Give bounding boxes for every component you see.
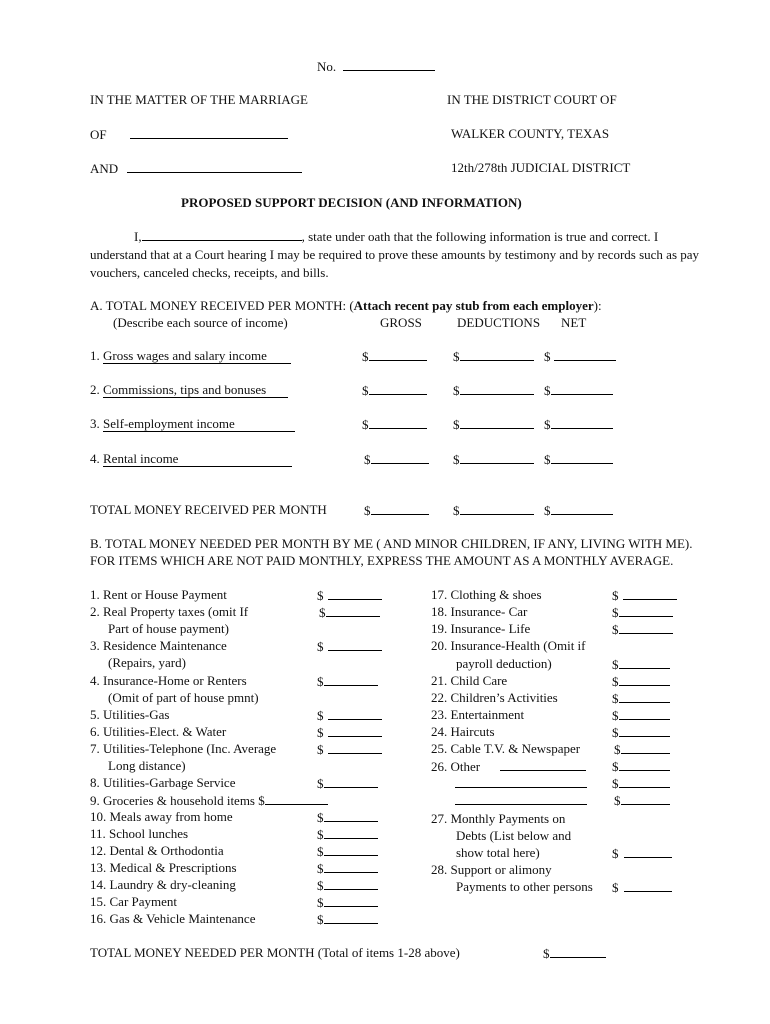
currency-symbol: $	[317, 861, 324, 876]
describe-note: (Describe each source of income)	[113, 315, 288, 330]
currency-symbol: $	[317, 878, 324, 893]
other-description-field[interactable]	[455, 775, 587, 791]
net-amount-2[interactable]	[544, 382, 613, 398]
expense-item: 5. Utilities-Gas	[90, 707, 170, 722]
amount-blank[interactable]	[324, 877, 378, 890]
other-description-blank[interactable]	[455, 792, 587, 805]
declarant-name-field[interactable]	[142, 228, 302, 241]
petitioner-field[interactable]	[130, 126, 288, 139]
section-a-heading-text: A. TOTAL MONEY RECEIVED PER MONTH: (	[90, 298, 354, 313]
other-description-blank[interactable]	[455, 775, 587, 788]
expense-amount[interactable]	[317, 911, 378, 927]
amount-blank[interactable]	[619, 758, 670, 771]
amount-blank[interactable]	[328, 741, 382, 754]
expense-item: 22. Children’s Activities	[431, 690, 558, 705]
expense-item: 7. Utilities-Telephone (Inc. Average	[90, 741, 277, 756]
amount-blank[interactable]	[328, 724, 382, 737]
amount-blank[interactable]	[621, 792, 670, 805]
expense-item-cont: Part of house payment)	[108, 621, 229, 636]
income-row-num: 3.	[90, 416, 100, 431]
currency-symbol: $	[544, 452, 551, 467]
gross-blank[interactable]	[371, 451, 429, 464]
expense-item: 12. Dental & Orthodontia	[90, 843, 224, 858]
total-net-amount[interactable]	[544, 502, 613, 518]
respondent-field[interactable]	[127, 160, 302, 173]
currency-symbol: $	[362, 417, 369, 432]
groceries-blank[interactable]	[265, 792, 328, 805]
income-row-label: Self-employment income	[103, 416, 295, 432]
expense-amount[interactable]	[317, 877, 378, 893]
deductions-blank[interactable]	[460, 382, 534, 395]
currency-symbol: $	[364, 452, 371, 467]
currency-symbol: $	[317, 674, 324, 689]
section-b-heading: B. TOTAL MONEY NEEDED PER MONTH BY ME ( AND MINOR CHILDREN, IF ANY, LIVING WITH ME). FOR ITEMS WHICH ARE NOT PAID MONTHLY, EXPRESS THE AMOUNT AS A MONTHLY AVERAGE.	[90, 536, 693, 568]
expense-item: 8. Utilities-Garbage Service	[90, 775, 236, 790]
currency-symbol: $	[612, 605, 619, 620]
net-blank[interactable]	[551, 502, 613, 515]
currency-symbol: $	[317, 844, 324, 859]
total-gross-amount[interactable]	[364, 502, 429, 518]
amount-blank[interactable]	[324, 843, 378, 856]
oath-paragraph	[90, 228, 715, 282]
expense-item-cont: show total here)	[456, 845, 540, 860]
gross-amount-3[interactable]	[362, 416, 427, 432]
expense-amount[interactable]	[614, 741, 670, 757]
expense-item: 13. Medical & Prescriptions	[90, 860, 237, 875]
expense-amount[interactable]	[317, 673, 378, 689]
expense-item: 15. Car Payment	[90, 894, 178, 909]
expense-amount[interactable]	[612, 604, 673, 620]
other-description-field[interactable]	[500, 758, 586, 771]
currency-symbol: $	[612, 674, 619, 689]
expense-amount[interactable]	[317, 741, 382, 757]
amount-blank[interactable]	[328, 707, 382, 720]
deductions-amount-2[interactable]	[453, 382, 534, 398]
col-net: NET	[561, 315, 587, 330]
of-line	[90, 126, 288, 142]
expense-amount[interactable]	[614, 792, 670, 808]
expense-item: 21. Child Care	[431, 673, 508, 688]
net-blank[interactable]	[551, 451, 613, 464]
expense-amount[interactable]	[612, 879, 672, 895]
amount-blank[interactable]	[324, 673, 378, 686]
expense-item: 16. Gas & Vehicle Maintenance	[90, 911, 256, 926]
expense-amount[interactable]	[317, 826, 378, 842]
currency-symbol: $	[319, 605, 326, 620]
deductions-blank[interactable]	[460, 502, 534, 515]
expense-amount[interactable]	[612, 707, 670, 723]
currency-symbol: $	[614, 742, 621, 757]
expense-amount[interactable]	[612, 621, 673, 637]
amount-blank[interactable]	[324, 826, 378, 839]
currency-symbol: $	[317, 912, 324, 927]
expense-amount[interactable]	[317, 638, 382, 654]
expense-item: 24. Haircuts	[431, 724, 495, 739]
currency-symbol: $	[453, 417, 460, 432]
amount-blank[interactable]	[550, 945, 606, 958]
income-row-label: Commissions, tips and bonuses	[103, 382, 288, 398]
currency-symbol: $	[453, 452, 460, 467]
income-row	[90, 348, 291, 364]
deductions-blank[interactable]	[460, 416, 534, 429]
currency-symbol: $	[317, 588, 324, 603]
expense-item: 1. Rent or House Payment	[90, 587, 227, 602]
case-number	[317, 58, 435, 74]
expense-item-cont: (Omit of part of house pmnt)	[108, 690, 259, 705]
expense-amount[interactable]	[317, 724, 382, 740]
expense-item-label: 9. Groceries & household items $	[90, 793, 265, 808]
expense-item: 27. Monthly Payments on	[431, 811, 566, 826]
expense-item-cont: payroll deduction)	[456, 656, 552, 671]
amount-blank[interactable]	[624, 879, 672, 892]
amount-blank[interactable]	[619, 604, 673, 617]
deductions-amount-1[interactable]	[453, 348, 534, 364]
currency-symbol: $	[317, 742, 324, 757]
expense-item-cont: Payments to other persons	[456, 879, 593, 894]
currency-symbol: $	[317, 708, 324, 723]
gross-blank[interactable]	[369, 348, 427, 361]
currency-symbol: $	[317, 810, 324, 825]
currency-symbol: $	[317, 639, 324, 654]
expense-amount[interactable]	[612, 690, 670, 706]
income-row	[90, 416, 295, 432]
total-deductions-amount[interactable]	[453, 502, 534, 518]
section-a-heading	[90, 298, 602, 313]
currency-symbol: $	[612, 776, 619, 791]
amount-blank[interactable]	[324, 860, 378, 873]
deductions-amount-3[interactable]	[453, 416, 534, 432]
expense-amount[interactable]	[317, 587, 382, 603]
currency-symbol: $	[362, 383, 369, 398]
amount-blank[interactable]	[619, 707, 670, 720]
currency-symbol: $	[317, 827, 324, 842]
currency-symbol: $	[612, 725, 619, 740]
amount-blank[interactable]	[623, 587, 677, 600]
expense-amount[interactable]	[612, 587, 677, 603]
currency-symbol: $	[543, 946, 550, 961]
expense-amount[interactable]	[612, 775, 670, 791]
currency-symbol: $	[544, 417, 551, 432]
amount-blank[interactable]	[324, 911, 378, 924]
net-amount-1[interactable]	[544, 348, 616, 364]
total-received-label: TOTAL MONEY RECEIVED PER MONTH	[90, 502, 327, 517]
expense-amount[interactable]	[612, 845, 672, 861]
expense-item: 14. Laundry & dry-cleaning	[90, 877, 236, 892]
col-gross: GROSS	[380, 315, 422, 330]
income-row-num: 1.	[90, 348, 100, 363]
gross-blank[interactable]	[369, 416, 427, 429]
amount-blank[interactable]	[619, 724, 670, 737]
deductions-blank[interactable]	[460, 348, 534, 361]
net-amount-4[interactable]	[544, 451, 613, 467]
county-heading: WALKER COUNTY, TEXAS	[451, 126, 610, 141]
amount-blank[interactable]	[619, 656, 670, 669]
expense-amount[interactable]	[317, 894, 378, 910]
amount-blank[interactable]	[324, 894, 378, 907]
expense-item-cont: (Repairs, yard)	[108, 655, 186, 670]
currency-symbol: $	[544, 349, 551, 364]
net-blank[interactable]	[551, 416, 613, 429]
expense-amount[interactable]	[612, 724, 670, 740]
currency-symbol: $	[317, 776, 324, 791]
expense-item: 4. Insurance-Home or Renters	[90, 673, 247, 688]
amount-blank[interactable]	[324, 775, 378, 788]
expense-amount[interactable]	[317, 707, 382, 723]
amount-blank[interactable]	[619, 673, 670, 686]
net-blank[interactable]	[551, 382, 613, 395]
expense-item: 20. Insurance-Health (Omit if	[431, 638, 586, 653]
expense-amount[interactable]	[612, 656, 670, 672]
total-needed-amount[interactable]	[543, 945, 606, 961]
income-row-label: Gross wages and salary income	[103, 348, 291, 364]
matter-heading: IN THE MATTER OF THE MARRIAGE	[90, 92, 308, 107]
gross-amount-4[interactable]	[364, 451, 429, 467]
net-blank[interactable]	[554, 348, 616, 361]
expense-item: 17. Clothing & shoes	[431, 587, 542, 602]
income-row	[90, 382, 288, 398]
income-row	[90, 451, 292, 467]
oath-text: , state under oath that the following information is true and correct. I understand that at a Court hearing I may be required to prove these amounts by testimony and by records such as pay vouchers, canceled checks, receipts, and bills.	[90, 229, 700, 280]
of-label: OF	[90, 127, 107, 142]
currency-symbol: $	[612, 588, 619, 603]
expense-amount[interactable]	[319, 604, 380, 620]
currency-symbol: $	[612, 759, 619, 774]
currency-symbol: $	[614, 793, 621, 808]
district-heading: 12th/278th JUDICIAL DISTRICT	[451, 160, 631, 175]
expense-item	[431, 758, 586, 774]
amount-blank[interactable]	[624, 845, 672, 858]
deductions-blank[interactable]	[460, 451, 534, 464]
page-title: PROPOSED SUPPORT DECISION (AND INFORMATION)	[181, 195, 522, 210]
expense-item-label: 26. Other	[431, 759, 481, 774]
expense-amount[interactable]	[317, 775, 378, 791]
section-a-heading-end: ):	[593, 298, 602, 313]
currency-symbol: $	[453, 503, 460, 518]
expense-item: 10. Meals away from home	[90, 809, 233, 824]
and-line	[90, 160, 302, 176]
expense-item-cont: Long distance)	[108, 758, 186, 773]
expense-item: 19. Insurance- Life	[431, 621, 531, 636]
currency-symbol: $	[612, 622, 619, 637]
currency-symbol: $	[612, 880, 619, 895]
amount-blank[interactable]	[328, 587, 382, 600]
currency-symbol: $	[317, 895, 324, 910]
expense-amount[interactable]	[612, 673, 670, 689]
income-row-num: 4.	[90, 451, 100, 466]
expense-item: 3. Residence Maintenance	[90, 638, 227, 653]
gross-amount-1[interactable]	[362, 348, 427, 364]
gross-blank[interactable]	[369, 382, 427, 395]
gross-blank[interactable]	[371, 502, 429, 515]
currency-symbol: $	[544, 503, 551, 518]
income-row-num: 2.	[90, 382, 100, 397]
expense-amount[interactable]	[317, 843, 378, 859]
amount-blank[interactable]	[326, 604, 380, 617]
expense-item	[90, 792, 328, 808]
expense-item-cont: Debts (List below and	[456, 828, 572, 843]
court-heading: IN THE DISTRICT COURT OF	[447, 92, 617, 107]
expense-amount[interactable]	[317, 860, 378, 876]
currency-symbol: $	[612, 708, 619, 723]
expense-amount[interactable]	[612, 758, 670, 774]
amount-blank[interactable]	[619, 690, 670, 703]
expense-item: 11. School lunches	[90, 826, 189, 841]
other-description-field[interactable]	[455, 792, 587, 808]
amount-blank[interactable]	[619, 621, 673, 634]
oath-prefix: I,	[134, 229, 142, 244]
expense-item: 18. Insurance- Car	[431, 604, 528, 619]
amount-blank[interactable]	[324, 809, 378, 822]
expense-item: 6. Utilities-Elect. & Water	[90, 724, 227, 739]
currency-symbol: $	[453, 349, 460, 364]
section-a-heading-bold: Attach recent pay stub from each employer	[353, 298, 594, 313]
currency-symbol: $	[364, 503, 371, 518]
expense-item: 28. Support or alimony	[431, 862, 552, 877]
expense-item: 2. Real Property taxes (omit If	[90, 604, 249, 619]
case-number-label: No.	[317, 59, 337, 74]
currency-symbol: $	[612, 846, 619, 861]
expense-item: 25. Cable T.V. & Newspaper	[431, 741, 581, 756]
currency-symbol: $	[453, 383, 460, 398]
col-deductions: DEDUCTIONS	[457, 315, 541, 330]
amount-blank[interactable]	[621, 741, 670, 754]
currency-symbol: $	[362, 349, 369, 364]
currency-symbol: $	[317, 725, 324, 740]
currency-symbol: $	[612, 691, 619, 706]
amount-blank[interactable]	[619, 775, 670, 788]
currency-symbol: $	[612, 657, 619, 672]
total-needed-label: TOTAL MONEY NEEDED PER MONTH (Total of items 1-28 above)	[90, 945, 460, 960]
amount-blank[interactable]	[328, 638, 382, 651]
expense-item: 23. Entertainment	[431, 707, 525, 722]
and-label: AND	[90, 161, 119, 176]
net-amount-3[interactable]	[544, 416, 613, 432]
expense-amount[interactable]	[317, 809, 378, 825]
income-row-label: Rental income	[103, 451, 292, 467]
currency-symbol: $	[544, 383, 551, 398]
case-number-field[interactable]	[343, 58, 435, 71]
gross-amount-2[interactable]	[362, 382, 427, 398]
deductions-amount-4[interactable]	[453, 451, 534, 467]
